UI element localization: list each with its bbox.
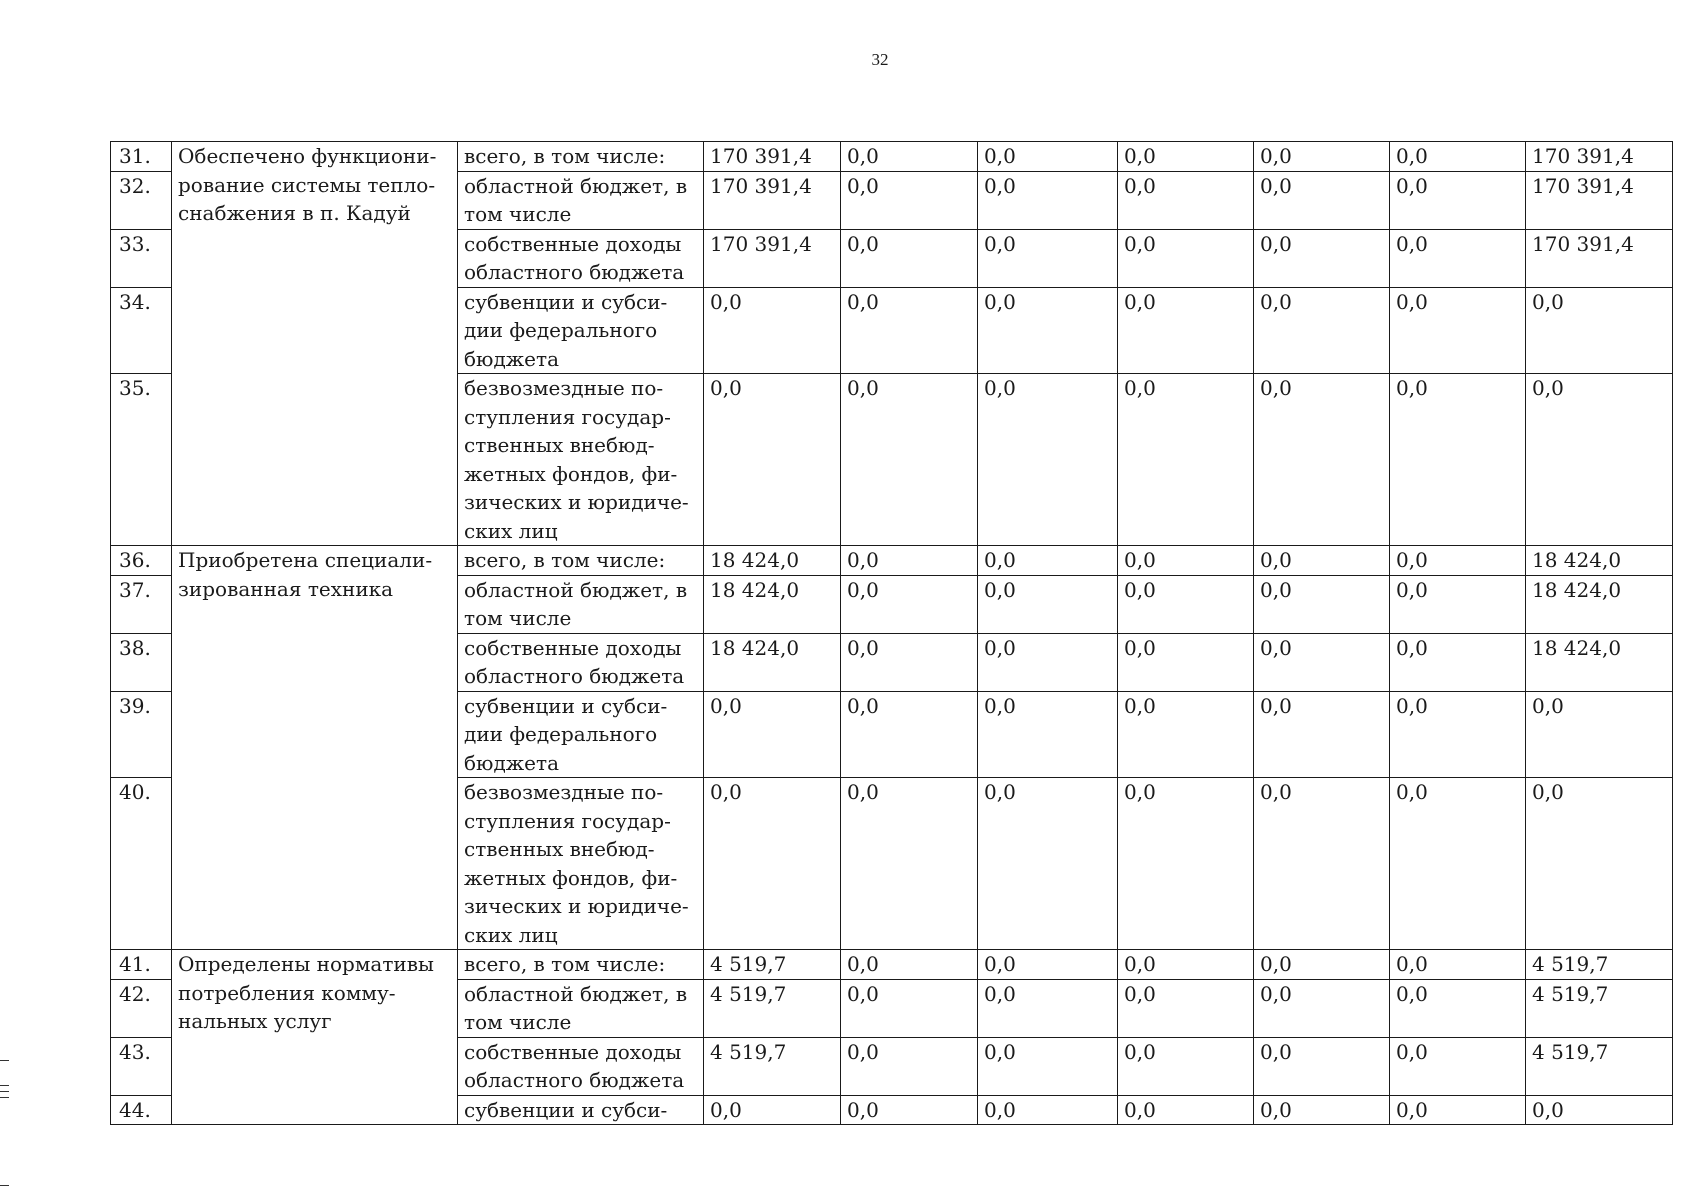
- amount-cell: 170 391,4: [704, 171, 841, 229]
- amount-cell: 0,0: [704, 1095, 841, 1124]
- amount-cell: 0,0: [1118, 1095, 1254, 1124]
- funding-source: субвенции и субси-: [458, 1095, 704, 1124]
- amount-cell: 0,0: [704, 691, 841, 778]
- amount-cell: 0,0: [978, 374, 1118, 546]
- amount-cell: 0,0: [1118, 575, 1254, 633]
- amount-cell: 0,0: [1118, 778, 1254, 950]
- amount-cell: 0,0: [1254, 778, 1390, 950]
- funding-source: субвенции и субси-дии федерального бюджета: [458, 287, 704, 374]
- table-row: [111, 546, 1673, 576]
- amount-cell: 0,0: [841, 546, 978, 576]
- amount-cell: 0,0: [1390, 691, 1526, 778]
- amount-cell: 0,0: [978, 229, 1118, 287]
- total-amount: 170 391,4: [1526, 142, 1673, 172]
- row-number: 40.: [111, 778, 172, 950]
- total-amount: 4 519,7: [1526, 950, 1673, 980]
- amount-cell: 0,0: [1118, 1037, 1254, 1095]
- amount-cell: 0,0: [1390, 979, 1526, 1037]
- amount-cell: 0,0: [1254, 142, 1390, 172]
- amount-cell: 18 424,0: [704, 633, 841, 691]
- funding-source: безвозмездные по-ступления государ-ственных внебюд-жетных фондов, фи-зических и юридиче-ских лиц: [458, 374, 704, 546]
- amount-cell: 0,0: [1118, 171, 1254, 229]
- total-amount: 18 424,0: [1526, 633, 1673, 691]
- funding-source: всего, в том числе:: [458, 546, 704, 576]
- scan-edge-mark: [0, 1060, 9, 1061]
- row-number: 43.: [111, 1037, 172, 1095]
- amount-cell: 0,0: [841, 633, 978, 691]
- amount-cell: 170 391,4: [704, 142, 841, 172]
- funding-source: субвенции и субси-дии федерального бюджета: [458, 691, 704, 778]
- amount-cell: 0,0: [841, 950, 978, 980]
- amount-cell: 0,0: [978, 950, 1118, 980]
- amount-cell: 0,0: [1254, 287, 1390, 374]
- total-amount: 18 424,0: [1526, 575, 1673, 633]
- page-number: 32: [871, 50, 889, 69]
- funding-source: областной бюджет, в том числе: [458, 575, 704, 633]
- amount-cell: 0,0: [1254, 374, 1390, 546]
- amount-cell: 4 519,7: [704, 950, 841, 980]
- amount-cell: 0,0: [841, 229, 978, 287]
- amount-cell: 0,0: [978, 575, 1118, 633]
- table-row: [111, 950, 1673, 980]
- amount-cell: 4 519,7: [704, 1037, 841, 1095]
- amount-cell: 0,0: [1254, 1037, 1390, 1095]
- amount-cell: 0,0: [1254, 979, 1390, 1037]
- amount-cell: 0,0: [841, 575, 978, 633]
- amount-cell: 0,0: [1390, 171, 1526, 229]
- amount-cell: 18 424,0: [704, 575, 841, 633]
- amount-cell: 0,0: [1118, 546, 1254, 576]
- amount-cell: 0,0: [1254, 546, 1390, 576]
- budget-table: [110, 141, 1673, 1125]
- amount-cell: 0,0: [1118, 950, 1254, 980]
- total-amount: 0,0: [1526, 374, 1673, 546]
- scan-edge-mark: [0, 1097, 9, 1098]
- table-row: [111, 142, 1673, 172]
- amount-cell: 0,0: [1118, 979, 1254, 1037]
- funding-source: областной бюджет, в том числе: [458, 171, 704, 229]
- row-number: 42.: [111, 979, 172, 1037]
- total-amount: 170 391,4: [1526, 229, 1673, 287]
- amount-cell: 0,0: [841, 778, 978, 950]
- result-description: Обеспечено функциони-рование системы тепло-снабжения в п. Кадуй: [172, 142, 458, 546]
- amount-cell: 0,0: [704, 778, 841, 950]
- funding-source: всего, в том числе:: [458, 950, 704, 980]
- total-amount: 0,0: [1526, 287, 1673, 374]
- amount-cell: 0,0: [841, 1037, 978, 1095]
- amount-cell: 18 424,0: [704, 546, 841, 576]
- amount-cell: 170 391,4: [704, 229, 841, 287]
- funding-source: всего, в том числе:: [458, 142, 704, 172]
- amount-cell: 0,0: [1254, 171, 1390, 229]
- amount-cell: 4 519,7: [704, 979, 841, 1037]
- row-number: 38.: [111, 633, 172, 691]
- amount-cell: 0,0: [1254, 1095, 1390, 1124]
- amount-cell: 0,0: [704, 374, 841, 546]
- amount-cell: 0,0: [1118, 287, 1254, 374]
- row-number: 36.: [111, 546, 172, 576]
- amount-cell: 0,0: [978, 171, 1118, 229]
- funding-source: собственные доходы областного бюджета: [458, 229, 704, 287]
- amount-cell: 0,0: [841, 171, 978, 229]
- total-amount: 0,0: [1526, 691, 1673, 778]
- result-description: Приобретена специали-зированная техника: [172, 546, 458, 950]
- funding-source: собственные доходы областного бюджета: [458, 633, 704, 691]
- amount-cell: 0,0: [1390, 287, 1526, 374]
- total-amount: 18 424,0: [1526, 546, 1673, 576]
- amount-cell: 0,0: [1390, 633, 1526, 691]
- row-number: 44.: [111, 1095, 172, 1124]
- amount-cell: 0,0: [841, 691, 978, 778]
- scan-edge-mark: [0, 1091, 9, 1092]
- row-number: 35.: [111, 374, 172, 546]
- row-number: 31.: [111, 142, 172, 172]
- amount-cell: 0,0: [978, 142, 1118, 172]
- amount-cell: 0,0: [1118, 142, 1254, 172]
- amount-cell: 0,0: [1254, 691, 1390, 778]
- result-description: Определены нормативы потребления комму-нальных услуг: [172, 950, 458, 1125]
- amount-cell: 0,0: [1390, 950, 1526, 980]
- amount-cell: 0,0: [1254, 950, 1390, 980]
- amount-cell: 0,0: [978, 778, 1118, 950]
- amount-cell: 0,0: [1118, 633, 1254, 691]
- amount-cell: 0,0: [1390, 229, 1526, 287]
- row-number: 41.: [111, 950, 172, 980]
- amount-cell: 0,0: [978, 1095, 1118, 1124]
- amount-cell: 0,0: [841, 142, 978, 172]
- amount-cell: 0,0: [704, 287, 841, 374]
- amount-cell: 0,0: [1390, 778, 1526, 950]
- row-number: 39.: [111, 691, 172, 778]
- funding-source: областной бюджет, в том числе: [458, 979, 704, 1037]
- amount-cell: 0,0: [978, 633, 1118, 691]
- total-amount: 4 519,7: [1526, 979, 1673, 1037]
- row-number: 32.: [111, 171, 172, 229]
- scan-edge-mark: [0, 1185, 9, 1186]
- total-amount: 170 391,4: [1526, 171, 1673, 229]
- funding-source: безвозмездные по-ступления государ-ственных внебюд-жетных фондов, фи-зических и юридиче-ских лиц: [458, 778, 704, 950]
- amount-cell: 0,0: [978, 979, 1118, 1037]
- funding-source: собственные доходы областного бюджета: [458, 1037, 704, 1095]
- amount-cell: 0,0: [1390, 1037, 1526, 1095]
- amount-cell: 0,0: [841, 287, 978, 374]
- amount-cell: 0,0: [1390, 142, 1526, 172]
- row-number: 33.: [111, 229, 172, 287]
- row-number: 37.: [111, 575, 172, 633]
- amount-cell: 0,0: [1118, 374, 1254, 546]
- total-amount: 0,0: [1526, 1095, 1673, 1124]
- amount-cell: 0,0: [978, 546, 1118, 576]
- row-number: 34.: [111, 287, 172, 374]
- total-amount: 0,0: [1526, 778, 1673, 950]
- amount-cell: 0,0: [1390, 575, 1526, 633]
- total-amount: 4 519,7: [1526, 1037, 1673, 1095]
- amount-cell: 0,0: [1118, 691, 1254, 778]
- amount-cell: 0,0: [1254, 633, 1390, 691]
- amount-cell: 0,0: [841, 1095, 978, 1124]
- amount-cell: 0,0: [1118, 229, 1254, 287]
- amount-cell: 0,0: [1254, 575, 1390, 633]
- amount-cell: 0,0: [1390, 374, 1526, 546]
- amount-cell: 0,0: [1390, 546, 1526, 576]
- amount-cell: 0,0: [1390, 1095, 1526, 1124]
- amount-cell: 0,0: [841, 979, 978, 1037]
- scan-edge-mark: [0, 1085, 9, 1086]
- amount-cell: 0,0: [1254, 229, 1390, 287]
- amount-cell: 0,0: [978, 1037, 1118, 1095]
- amount-cell: 0,0: [841, 374, 978, 546]
- amount-cell: 0,0: [978, 287, 1118, 374]
- amount-cell: 0,0: [978, 691, 1118, 778]
